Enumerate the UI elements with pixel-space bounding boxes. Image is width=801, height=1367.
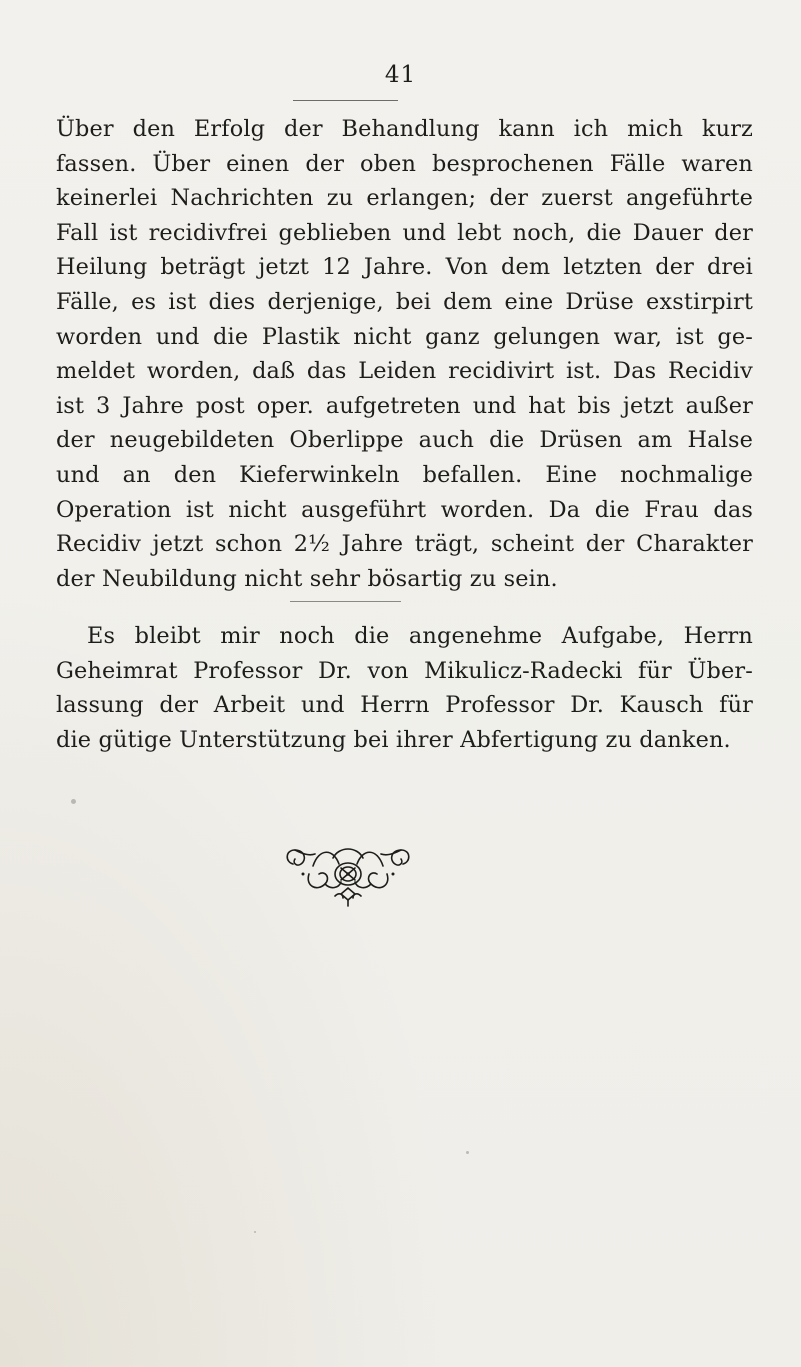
text-line: lassung der Arbeit und Herrn Professor Dr. Kausch für bbox=[56, 692, 753, 719]
text-line: der neugebildeten Oberlippe auch die Drüsen am Halse bbox=[56, 427, 753, 454]
text-line: keinerlei Nachrichten zu erlangen; der zuerst angeführte bbox=[56, 185, 753, 212]
section-divider bbox=[290, 601, 401, 602]
text-line: Es bleibt mir noch die angenehme Aufgabe, Herrn bbox=[87, 623, 753, 649]
text-line: die gütige Unterstützung bei ihrer Abfertigung zu danken. bbox=[56, 726, 731, 753]
text-line: und an den Kieferwinkeln befallen. Eine nochmalige bbox=[56, 461, 753, 488]
text-line: worden und die Plastik nicht ganz gelungen war, ist ge- bbox=[56, 323, 753, 350]
text-line: Über den Erfolg der Behandlung kann ich mich kurz bbox=[56, 116, 753, 142]
scroll-ornament-icon bbox=[283, 844, 413, 914]
text-line: fassen. Über einen der oben besprochenen Fälle waren bbox=[56, 150, 753, 177]
paragraph-1 bbox=[56, 112, 753, 596]
paper-speck bbox=[71, 799, 76, 804]
text-line: Fälle, es ist dies derjenige, bei dem eine Drüse exstirpirt bbox=[56, 288, 753, 315]
text-line: der Neubildung nicht sehr bösartig zu sein. bbox=[56, 565, 558, 592]
page-number-rule bbox=[293, 100, 398, 101]
text-line: Geheimrat Professor Dr. von Mikulicz-Radecki für Über- bbox=[56, 657, 753, 684]
text-line: Heilung beträgt jetzt 12 Jahre. Von dem letzten der drei bbox=[56, 254, 753, 281]
text-line: Recidiv jetzt schon 2½ Jahre trägt, scheint der Charakter bbox=[56, 531, 753, 558]
text-line: meldet worden, daß das Leiden recidivirt ist. Das Recidiv bbox=[56, 358, 753, 385]
text-line: Operation ist nicht ausgeführt worden. Da die Frau das bbox=[56, 496, 753, 523]
paper-speck bbox=[254, 1231, 256, 1233]
page-number: 41 bbox=[384, 62, 417, 88]
paragraph-2 bbox=[56, 619, 753, 757]
text-line: ist 3 Jahre post oper. aufgetreten und hat bis jetzt außer bbox=[56, 392, 753, 419]
text-line: Fall ist recidivfrei geblieben und lebt noch, die Dauer der bbox=[56, 219, 753, 246]
paper-speck bbox=[466, 1151, 469, 1154]
